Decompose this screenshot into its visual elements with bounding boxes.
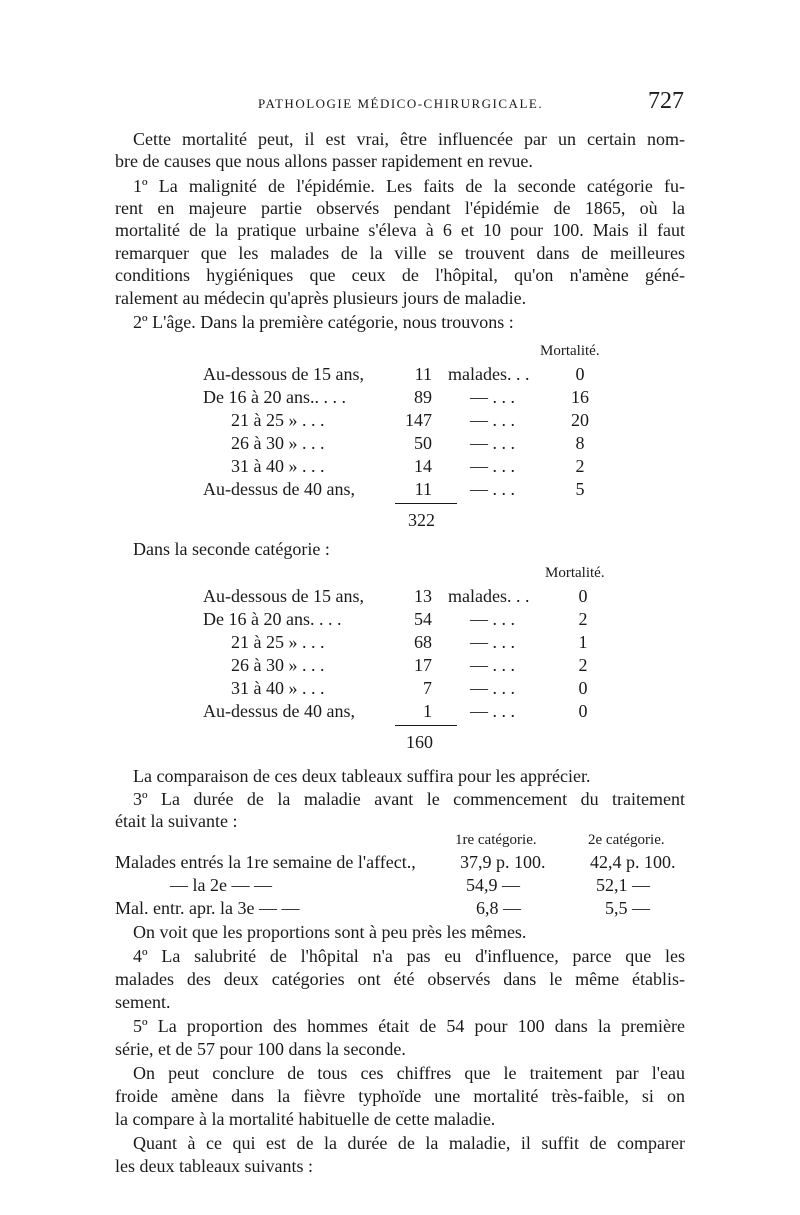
- value-cell: 42,4 p. 100.: [590, 852, 676, 872]
- unit-cell: malades. . .: [448, 364, 530, 384]
- age-cell: 21 à 25 » . . .: [231, 632, 325, 652]
- mortality-cell: 8: [575, 433, 585, 453]
- count-cell: 1: [423, 701, 432, 721]
- count-cell: 50: [414, 433, 432, 453]
- paragraph-line: série, et de 57 pour 100 dans la seconde.: [115, 1039, 406, 1059]
- age-cell: 26 à 30 » . . .: [231, 433, 325, 453]
- age-cell: De 16 à 20 ans. . . .: [203, 609, 342, 629]
- paragraph-line: On peut conclure de tous ces chiffres que le traitement par l'eau: [133, 1063, 685, 1083]
- total-cell: 160: [406, 732, 433, 752]
- paragraph-line: les deux tableaux suivants :: [115, 1156, 313, 1176]
- paragraph-line: Dans la seconde catégorie :: [133, 539, 330, 559]
- value-cell: 52,1 —: [596, 875, 650, 895]
- paragraph-line: 3º La durée de la maladie avant le commencement du traitement: [133, 789, 685, 809]
- mortality-cell: 0: [578, 586, 588, 606]
- paragraph-line: malades des deux catégories ont été observés dans le même établis-: [115, 969, 685, 989]
- column-header: 2e catégorie.: [588, 832, 665, 848]
- age-cell: Au-dessous de 15 ans,: [203, 586, 364, 606]
- count-cell: 11: [414, 479, 432, 499]
- count-cell: 13: [414, 586, 432, 606]
- mortality-cell: 2: [578, 655, 588, 675]
- paragraph-line: conditions hygiéniques que ceux de l'hôpital, qu'on n'amène géné-: [115, 265, 685, 285]
- mortality-cell: 20: [571, 410, 589, 430]
- paragraph-line: mortalité de la pratique urbaine s'éleva à 6 et 10 pour 100. Mais il faut: [115, 220, 685, 240]
- count-cell: 17: [414, 655, 432, 675]
- age-cell: Au-dessus de 40 ans,: [203, 701, 355, 721]
- mortality-cell: 2: [578, 609, 588, 629]
- unit-cell: — . . .: [470, 701, 515, 721]
- mortality-cell: 16: [571, 387, 589, 407]
- mortality-cell: 5: [575, 479, 585, 499]
- age-cell: Au-dessus de 40 ans,: [203, 479, 355, 499]
- total-rule: [395, 503, 457, 504]
- mortality-header: Mortalité.: [545, 565, 605, 581]
- running-header: [118, 88, 684, 118]
- paragraph-line: était la suivante :: [115, 811, 238, 831]
- age-cell: 26 à 30 » . . .: [231, 655, 325, 675]
- mortality-cell: 0: [578, 701, 588, 721]
- running-title: PATHOLOGIE MÉDICO-CHIRURGICALE.: [258, 96, 544, 111]
- paragraph-line: 1º La malignité de l'épidémie. Les faits de la seconde catégorie fu-: [133, 176, 685, 196]
- mortality-header: Mortalité.: [540, 343, 600, 359]
- unit-cell: — . . .: [470, 456, 515, 476]
- total-cell: 322: [408, 510, 435, 530]
- count-cell: 14: [414, 456, 432, 476]
- mortality-cell: 2: [575, 456, 585, 476]
- paragraph-line: On voit que les proportions sont à peu près les mêmes.: [133, 922, 527, 942]
- count-cell: 11: [414, 364, 432, 384]
- unit-cell: — . . .: [470, 678, 515, 698]
- age-cell: 31 à 40 » . . .: [231, 456, 325, 476]
- count-cell: 68: [414, 632, 432, 652]
- total-rule: [395, 725, 457, 726]
- paragraph-line: Quant à ce qui est de la durée de la maladie, il suffit de comparer: [133, 1133, 685, 1153]
- unit-cell: — . . .: [470, 410, 515, 430]
- mortality-cell: 0: [578, 678, 588, 698]
- paragraph-line: sement.: [115, 992, 171, 1012]
- paragraph-line: 4º La salubrité de l'hôpital n'a pas eu d'influence, parce que les: [133, 946, 685, 966]
- count-cell: 54: [414, 609, 432, 629]
- row-label: Malades entrés la 1re semaine de l'affect.,: [115, 852, 416, 872]
- paragraph-line: ralement au médecin qu'après plusieurs jours de maladie.: [115, 288, 527, 308]
- paragraph-line: froide amène dans la fièvre typhoïde une mortalité très-faible, si on: [115, 1086, 685, 1106]
- unit-cell: — . . .: [470, 479, 515, 499]
- unit-cell: malades. . .: [448, 586, 530, 606]
- unit-cell: — . . .: [470, 387, 515, 407]
- paragraph-line: bre de causes que nous allons passer rapidement en revue.: [115, 151, 533, 171]
- page-number: 727: [648, 88, 684, 114]
- count-cell: 89: [414, 387, 432, 407]
- age-cell: De 16 à 20 ans.. . . .: [203, 387, 346, 407]
- mortality-cell: 1: [578, 632, 588, 652]
- value-cell: 37,9 p. 100.: [460, 852, 546, 872]
- mortality-cell: 0: [575, 364, 585, 384]
- age-cell: Au-dessous de 15 ans,: [203, 364, 364, 384]
- paragraph-line: 2º L'âge. Dans la première catégorie, nous trouvons :: [133, 312, 514, 332]
- paragraph-line: rent en majeure partie observés pendant l'épidémie de 1865, où la: [115, 198, 685, 218]
- age-cell: 31 à 40 » . . .: [231, 678, 325, 698]
- unit-cell: — . . .: [470, 609, 515, 629]
- row-label: — la 2e — —: [170, 875, 272, 895]
- row-label: Mal. entr. apr. la 3e — —: [115, 898, 300, 918]
- column-header: 1re catégorie.: [455, 832, 537, 848]
- unit-cell: — . . .: [470, 632, 515, 652]
- paragraph-line: la compare à la mortalité habituelle de cette maladie.: [115, 1109, 496, 1129]
- paragraph-line: La comparaison de ces deux tableaux suffira pour les apprécier.: [133, 766, 591, 786]
- count-cell: 147: [405, 410, 432, 430]
- paragraph-line: remarquer que les malades de la ville se trouvent dans de meilleures: [115, 243, 685, 263]
- unit-cell: — . . .: [470, 655, 515, 675]
- value-cell: 5,5 —: [605, 898, 650, 918]
- value-cell: 6,8 —: [476, 898, 521, 918]
- count-cell: 7: [423, 678, 432, 698]
- paragraph-line: 5º La proportion des hommes était de 54 pour 100 dans la première: [133, 1016, 685, 1036]
- value-cell: 54,9 —: [466, 875, 520, 895]
- age-cell: 21 à 25 » . . .: [231, 410, 325, 430]
- unit-cell: — . . .: [470, 433, 515, 453]
- paragraph-line: Cette mortalité peut, il est vrai, être influencée par un certain nom-: [133, 129, 685, 149]
